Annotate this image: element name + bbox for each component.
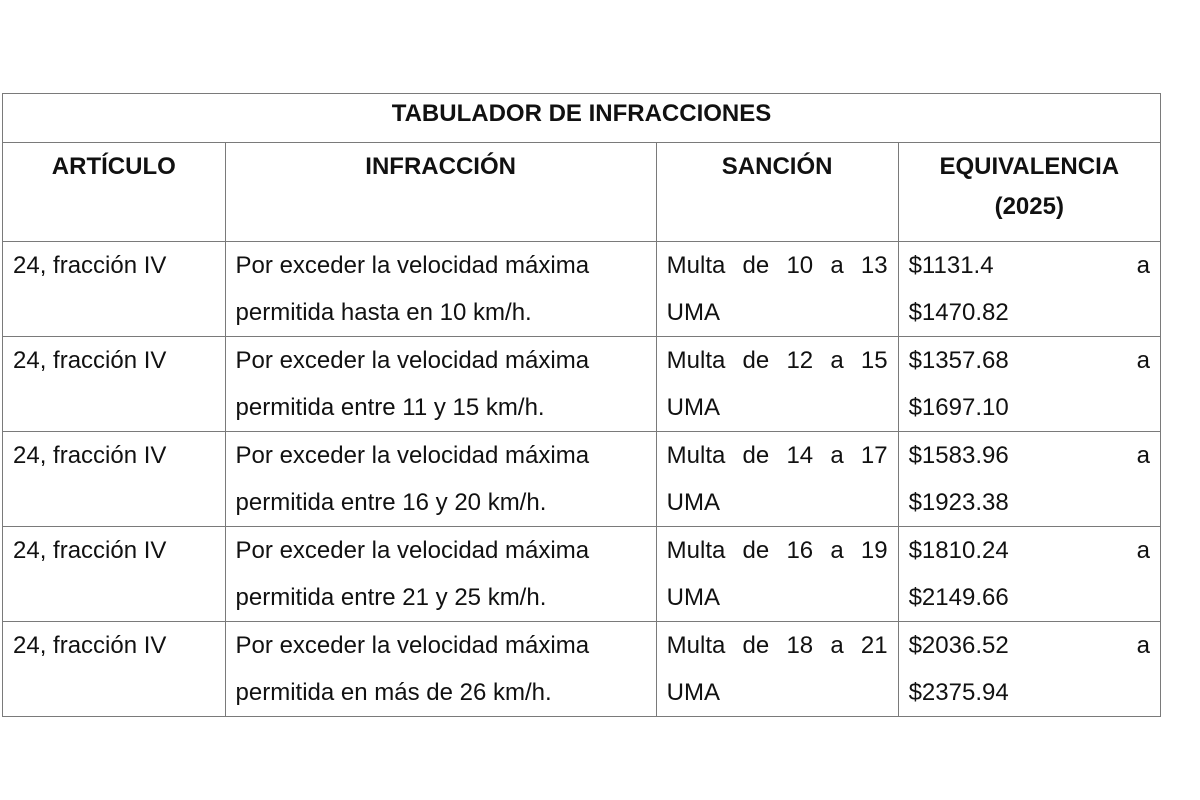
sancion-word: a: [830, 537, 844, 564]
sancion-word: Multa: [666, 442, 726, 469]
cell-sancion: [656, 337, 898, 432]
sancion-line-1: [667, 622, 888, 669]
articulo-text: 24, fracción IV: [13, 632, 167, 659]
sancion-word: 17: [860, 442, 888, 469]
table-row: [3, 242, 1161, 337]
equivalencia-line-1: [909, 432, 1150, 479]
sancion-word: 15: [860, 347, 888, 374]
sancion-line-1: [667, 432, 888, 479]
sancion-word: a: [830, 347, 844, 374]
cell-infraccion: [225, 432, 656, 527]
equivalencia-to: $2375.94: [908, 679, 1009, 706]
sancion-word: de: [742, 347, 770, 374]
equivalencia-from: $1357.68: [908, 347, 1009, 374]
cell-sancion: [656, 527, 898, 622]
cell-sancion: [656, 622, 898, 717]
equivalencia-from: $1131.4: [908, 252, 994, 279]
infraccion-line-2: permitida entre 16 y 20 km/h.: [235, 489, 547, 516]
equivalencia-connector: a: [1136, 442, 1150, 469]
table-title: TABULADOR DE INFRACCIONES: [3, 94, 1161, 143]
equivalencia-to: $2149.66: [908, 584, 1009, 611]
equivalencia-connector: a: [1136, 537, 1150, 564]
equivalencia-from: $2036.52: [908, 632, 1009, 659]
cell-equivalencia: [898, 432, 1160, 527]
cell-sancion: [656, 242, 898, 337]
table-title-row: [3, 94, 1161, 143]
cell-articulo: [3, 432, 226, 527]
sancion-line-1: [667, 337, 888, 384]
cell-articulo: [3, 337, 226, 432]
table-row: [3, 337, 1161, 432]
cell-equivalencia: [898, 337, 1160, 432]
infraccion-line-2: permitida entre 21 y 25 km/h.: [235, 584, 547, 611]
equivalencia-connector: a: [1136, 347, 1150, 374]
sancion-line-2: UMA: [666, 584, 721, 611]
sancion-line-2: UMA: [666, 299, 721, 326]
header-articulo: ARTÍCULO: [3, 143, 226, 242]
header-equivalencia-line1: EQUIVALENCIA: [939, 153, 1120, 180]
table-row: [3, 622, 1161, 717]
sancion-word: 13: [860, 252, 888, 279]
equivalencia-to: $1923.38: [908, 489, 1009, 516]
infraccion-line-1: Por exceder la velocidad máxima: [235, 632, 590, 659]
sancion-word: Multa: [666, 537, 726, 564]
sancion-word: Multa: [666, 632, 726, 659]
cell-articulo: [3, 242, 226, 337]
cell-articulo: [3, 622, 226, 717]
sancion-word: 16: [786, 537, 814, 564]
sancion-word: a: [830, 442, 844, 469]
cell-infraccion: [225, 622, 656, 717]
cell-infraccion: [225, 242, 656, 337]
infraccion-line-2: permitida entre 11 y 15 km/h.: [235, 394, 545, 421]
sancion-word: de: [742, 442, 770, 469]
header-infraccion: INFRACCIÓN: [225, 143, 656, 242]
infraccion-line-1: Por exceder la velocidad máxima: [235, 537, 590, 564]
sancion-word: 21: [860, 632, 888, 659]
equivalencia-from: $1583.96: [908, 442, 1009, 469]
header-sancion: SANCIÓN: [656, 143, 898, 242]
table-body: [3, 242, 1161, 717]
sancion-word: 19: [860, 537, 888, 564]
articulo-text: 24, fracción IV: [13, 252, 167, 279]
equivalencia-from: $1810.24: [908, 537, 1009, 564]
equivalencia-to: $1697.10: [908, 394, 1009, 421]
header-equivalencia-line2: (2025): [994, 193, 1064, 220]
cell-articulo: [3, 527, 226, 622]
cell-equivalencia: [898, 242, 1160, 337]
equivalencia-connector: a: [1136, 252, 1150, 279]
cell-equivalencia: [898, 622, 1160, 717]
cell-infraccion: [225, 337, 656, 432]
infraccion-line-2: permitida en más de 26 km/h.: [235, 679, 552, 706]
cell-equivalencia: [898, 527, 1160, 622]
sancion-line-2: UMA: [666, 394, 721, 421]
sancion-word: Multa: [666, 347, 726, 374]
equivalencia-line-1: [909, 527, 1150, 574]
table-row: [3, 527, 1161, 622]
sancion-line-1: [667, 527, 888, 574]
sancion-word: a: [830, 632, 844, 659]
infraccion-line-1: Por exceder la velocidad máxima: [235, 347, 590, 374]
table-row: [3, 432, 1161, 527]
sancion-word: de: [742, 252, 770, 279]
sancion-line-2: UMA: [666, 679, 721, 706]
sancion-word: 18: [786, 632, 814, 659]
infractions-table: [2, 93, 1161, 717]
equivalencia-line-1: [909, 622, 1150, 669]
sancion-word: Multa: [666, 252, 726, 279]
sancion-line-1: [667, 242, 888, 289]
articulo-text: 24, fracción IV: [13, 537, 167, 564]
sancion-word: 12: [786, 347, 814, 374]
sancion-word: de: [742, 632, 770, 659]
equivalencia-line-1: [909, 242, 1150, 289]
cell-sancion: [656, 432, 898, 527]
infraccion-line-1: Por exceder la velocidad máxima: [235, 252, 590, 279]
articulo-text: 24, fracción IV: [13, 442, 167, 469]
equivalencia-to: $1470.82: [908, 299, 1009, 326]
equivalencia-line-1: [909, 337, 1150, 384]
infraccion-line-1: Por exceder la velocidad máxima: [235, 442, 590, 469]
header-equivalencia: [898, 143, 1160, 242]
sancion-line-2: UMA: [666, 489, 721, 516]
sancion-word: 14: [786, 442, 814, 469]
sancion-word: a: [830, 252, 844, 279]
infraccion-line-2: permitida hasta en 10 km/h.: [235, 299, 532, 326]
equivalencia-connector: a: [1136, 632, 1150, 659]
cell-infraccion: [225, 527, 656, 622]
sancion-word: de: [742, 537, 770, 564]
articulo-text: 24, fracción IV: [13, 347, 167, 374]
sancion-word: 10: [786, 252, 814, 279]
table-header-row: [3, 143, 1161, 242]
